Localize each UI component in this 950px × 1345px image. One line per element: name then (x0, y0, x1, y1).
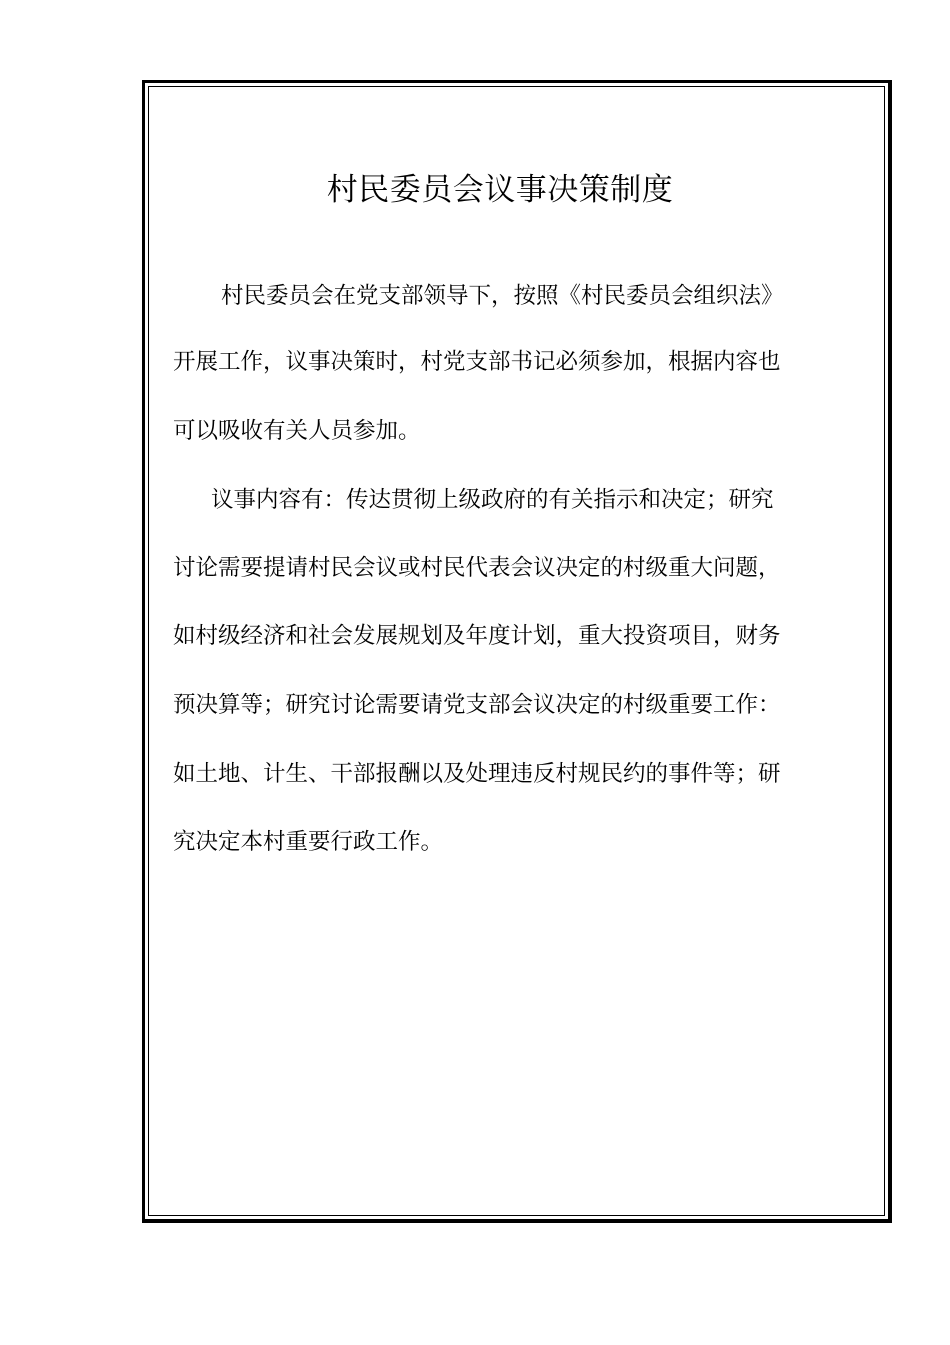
paragraph-2-line-6: 究决定本村重要行政工作。 (173, 829, 444, 855)
document-title: 村民委员会议事决策制度 (326, 172, 674, 208)
document-border (142, 80, 892, 1223)
paragraph-2-line-2: 讨论需要提请村民会议或村民代表会议决定的村级重大问题， (173, 555, 781, 581)
paragraph-2-line-1: 议事内容有：传达贯彻上级政府的有关指示和决定；研究 (211, 487, 774, 513)
paragraph-1-line-3: 可以吸收有关人员参加。 (173, 418, 421, 444)
paragraph-1-line-1: 村民委员会在党支部领导下，按照《村民委员会组织法》 (221, 283, 784, 309)
paragraph-2-line-4: 预决算等；研究讨论需要请党支部会议决定的村级重要工作： (173, 692, 781, 718)
paragraph-2-line-5: 如土地、计生、干部报酬以及处理违反村规民约的事件等；研 (173, 761, 781, 787)
paragraph-2-line-3: 如村级经济和社会发展规划及年度计划，重大投资项目，财务 (173, 623, 781, 649)
document-inner-border (148, 86, 885, 1216)
paragraph-1-line-2: 开展工作，议事决策时，村党支部书记必须参加，根据内容也 (173, 349, 781, 375)
